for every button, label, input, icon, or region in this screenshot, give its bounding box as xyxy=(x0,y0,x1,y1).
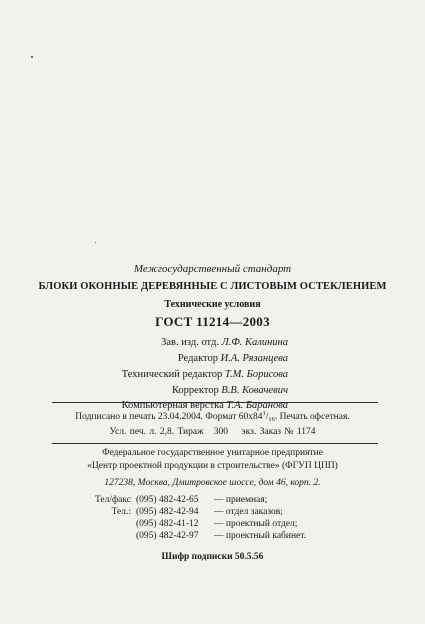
divider xyxy=(52,443,378,444)
staff-credit xyxy=(172,385,288,396)
staff-role: Технический редактор xyxy=(121,369,223,380)
staff-credit xyxy=(178,353,288,364)
publisher-address: 127238, Москва, Дмитровское шоссе, дом 46, корп. 2. xyxy=(104,478,321,488)
phone-description: — приемная; xyxy=(214,495,268,505)
staff-role: Корректор xyxy=(171,385,219,396)
standard-kind: Межгосударственный стандарт xyxy=(133,263,292,275)
phone-label: Тел/факс xyxy=(94,495,131,505)
staff-credit xyxy=(161,337,288,348)
staff-name: И.А. Рязанцева xyxy=(220,353,288,364)
divider xyxy=(52,402,378,403)
scan-speck xyxy=(95,242,96,243)
document-title: БЛОКИ ОКОННЫЕ ДЕРЕВЯННЫЕ С ЛИСТОВЫМ ОСТЕКЛЕНИЕМ xyxy=(38,281,387,292)
phone-description: — отдел заказов; xyxy=(214,507,283,517)
phone-number: (095) 482-42-94 xyxy=(136,507,199,517)
standard-code: ГОСТ 11214—2003 xyxy=(155,314,270,329)
staff-name: Т.А. Баранова xyxy=(226,400,288,411)
staff-credit xyxy=(122,369,288,380)
phone-number: (095) 482-42-97 xyxy=(136,531,199,541)
print-signed-line: Подписано в печать 23.04.2004. Формат $60x84^1/_{16}$. Печать офсетная. xyxy=(75,410,350,423)
staff-role: Компьютерная верстка xyxy=(121,400,224,411)
subscription-cipher: Шифр подписки 50.5.56 xyxy=(161,552,264,562)
phone-number: (095) 482-42-65 xyxy=(136,495,199,505)
publisher-line-2: «Центр проектной продукции в строительстве» (ФГУП ЦПП) xyxy=(87,461,338,471)
print-run-line: Усл. печ. л. 2,8. Тираж 300 экз. Заказ № 1174 xyxy=(109,427,316,437)
staff-role: Зав. изд. отд. xyxy=(161,337,219,348)
phone-number: (095) 482-41-12 xyxy=(136,519,199,529)
scan-speck xyxy=(31,56,33,58)
staff-name: Т.М. Борисова xyxy=(224,369,288,380)
staff-role: Редактор xyxy=(177,353,218,364)
staff-name: В.В. Ковачевич xyxy=(221,385,288,396)
phone-label: Тел.: xyxy=(111,507,131,517)
phone-description: — проектный отдел; xyxy=(214,519,298,529)
staff-name: Л.Ф. Калинина xyxy=(221,337,288,348)
phone-description: — проектный кабинет. xyxy=(214,531,307,541)
document-subtitle: Технические условия xyxy=(164,299,261,310)
publisher-line-1: Федеральное государственное унитарное предприятие xyxy=(102,448,323,458)
